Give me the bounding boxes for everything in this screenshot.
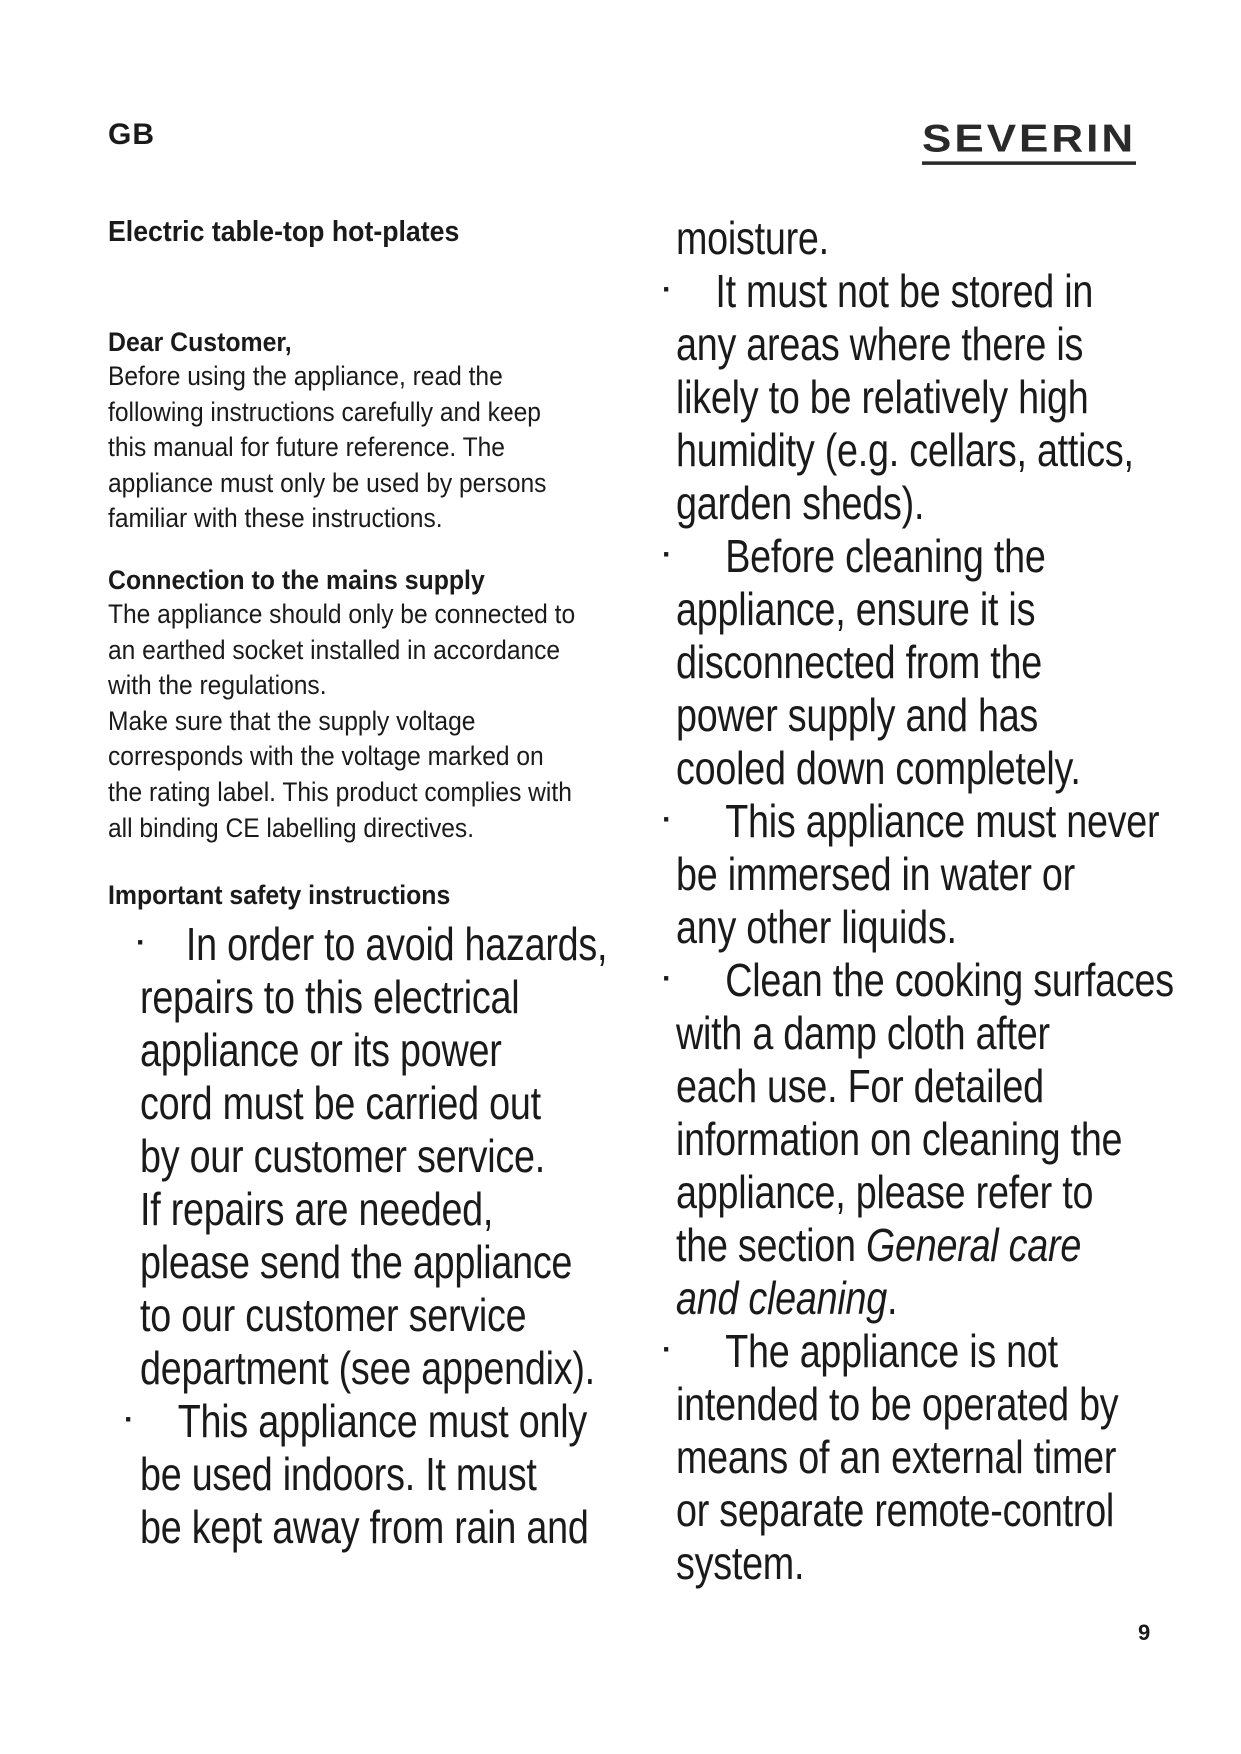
safety-line: appliance, please refer to: [676, 1166, 1094, 1218]
safety-line: be kept away from rain and: [140, 1501, 589, 1554]
bullet: ·: [662, 962, 672, 995]
safety-heading: Important safety instructions: [108, 880, 451, 911]
section-ref-title: General care: [865, 1219, 1082, 1271]
customer-heading: Dear Customer,: [108, 327, 292, 357]
page-number: 9: [1138, 1620, 1151, 1645]
mains-line: all binding CE labelling directives.: [108, 812, 475, 843]
safety-line: system.: [676, 1537, 805, 1589]
safety-line: cord must be carried out: [140, 1077, 541, 1130]
safety-line: [676, 1272, 1135, 1325]
safety-line: to our customer service: [140, 1289, 527, 1342]
mains-line: The appliance should only be connected to: [108, 598, 576, 629]
safety-line: be immersed in water or: [676, 848, 1075, 900]
safety-line: humidity (e.g. cellars, attics,: [676, 424, 1134, 476]
safety-line: department (see appendix).: [140, 1342, 595, 1395]
safety-line: each use. For detailed: [676, 1060, 1044, 1112]
safety-line: please send the appliance: [140, 1236, 573, 1289]
safety-line: The appliance is not: [725, 1325, 1058, 1377]
customer-line: this manual for future reference. The: [108, 432, 505, 463]
safety-line: by our customer service.: [140, 1130, 545, 1183]
safety-line: any other liquids.: [676, 901, 957, 953]
mains-line: corresponds with the voltage marked on: [108, 741, 544, 772]
safety-line: information on cleaning the: [676, 1113, 1123, 1165]
mains-line: with the regulations.: [108, 670, 327, 701]
bullet: ·: [662, 803, 672, 836]
safety-line: This appliance must never: [725, 795, 1160, 847]
safety-line: Before cleaning the: [725, 530, 1046, 582]
safety-line: with a damp cloth after: [676, 1007, 1050, 1059]
bullet: ·: [662, 538, 672, 571]
safety-left-text: [124, 918, 680, 1554]
safety-line: appliance or its power: [140, 1024, 502, 1077]
brand-logo: SEVERIN: [922, 120, 1136, 165]
bullet: ·: [662, 1333, 672, 1366]
customer-line: appliance must only be used by persons: [108, 467, 547, 498]
safety-line: be used indoors. It must: [140, 1448, 537, 1501]
safety-line: disconnected from the: [676, 636, 1042, 688]
customer-line: familiar with these instructions.: [108, 503, 443, 534]
safety-line: Clean the cooking surfaces: [725, 954, 1174, 1006]
safety-line: any areas where there is: [676, 318, 1084, 370]
safety-line: intended to be operated by: [676, 1378, 1119, 1430]
mains-heading: Connection to the mains supply: [108, 564, 485, 595]
right-column: [662, 212, 1236, 1590]
safety-line: It must not be stored in: [715, 265, 1094, 317]
section-ref-suffix: .: [886, 1272, 898, 1324]
safety-line: repairs to this electrical: [140, 971, 520, 1024]
bullet: ·: [136, 926, 146, 960]
mains-line: the rating label. This product complies with: [108, 776, 572, 807]
safety-line: garden sheds).: [676, 477, 925, 529]
safety-line: likely to be relatively high: [676, 371, 1089, 423]
safety-line: appliance, ensure it is: [676, 583, 1036, 635]
customer-line: Before using the appliance, read the: [108, 361, 503, 391]
section-ref-title: and cleaning: [676, 1272, 887, 1324]
safety-line: In order to avoid hazards,: [185, 918, 608, 971]
safety-line: [676, 1219, 1135, 1272]
country-code: GB: [108, 118, 155, 151]
safety-line: moisture.: [676, 212, 829, 264]
customer-line: following instructions carefully and keep: [108, 396, 541, 427]
safety-line: This appliance must only: [177, 1395, 587, 1448]
mains-line: an earthed socket installed in accordance: [108, 634, 561, 665]
bullet: ·: [662, 273, 672, 306]
bullet: ·: [124, 1403, 134, 1437]
safety-line: power supply and has: [676, 689, 1039, 741]
mains-line: Make sure that the supply voltage: [108, 705, 476, 736]
safety-line: If repairs are needed,: [140, 1183, 494, 1236]
left-column: [108, 325, 648, 1554]
safety-line: cooled down completely.: [676, 742, 1081, 794]
safety-line: or separate remote-control: [676, 1484, 1115, 1536]
section-ref-prefix: the section: [676, 1219, 866, 1271]
safety-line: means of an external timer: [676, 1431, 1117, 1483]
page-title: Electric table-top hot-plates: [108, 216, 460, 248]
